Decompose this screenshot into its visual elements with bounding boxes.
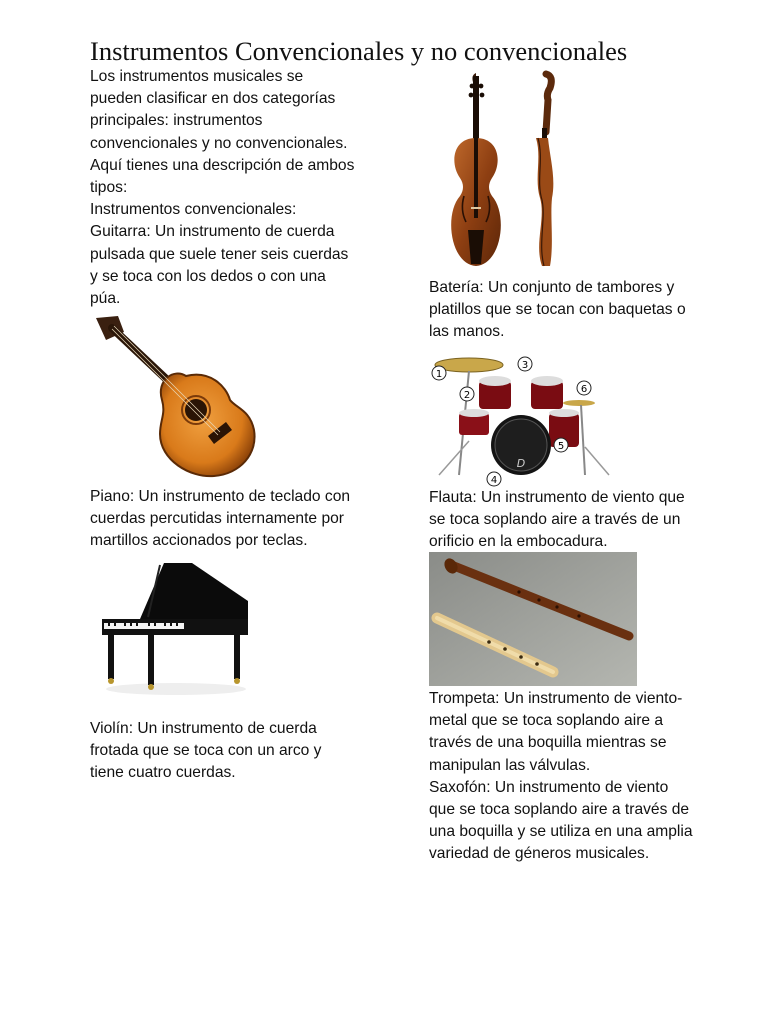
intro-paragraph: Los instrumentos musicales se pueden clasificar en dos categorías principales: instrumentos convencionales y no convencionales. Aquí tienes una descripción de ambos tipos: Instrumentos convencionales: Guitarra: Un instrumento de cuerda pulsada que suele tener seis cuerdas y se toca con los dedos o con una púa. bbox=[90, 68, 355, 308]
drum-label-1: 1 bbox=[435, 369, 443, 380]
drum-label-3: 3 bbox=[521, 360, 529, 371]
drum-kit-image bbox=[429, 351, 619, 487]
drum-label-4: 4 bbox=[490, 475, 498, 486]
drum-label-6: 6 bbox=[580, 384, 588, 395]
piano-image bbox=[96, 557, 256, 697]
svg-text:D: D bbox=[516, 457, 526, 470]
piano-paragraph: Piano: Un instrumento de teclado con cuerdas percutidas internamente por martillos accionados por teclas. bbox=[90, 488, 351, 550]
trompeta-saxofon-paragraph: Trompeta: Un instrumento de viento- metal que se toca soplando aire a través de una boquilla mientras se manipulan las válvulas. Saxofón: Un instrumento de viento que se toca soplando aire a través de una boquilla y se utiliza en una amplia variedad de géneros musicales. bbox=[429, 690, 693, 863]
page-title: Instrumentos Convencionales y no convencionales bbox=[90, 36, 628, 66]
drum-label-5: 5 bbox=[557, 441, 565, 452]
bateria-paragraph: Batería: Un conjunto de tambores y platillos que se tocan con baquetas o las manos. bbox=[429, 279, 686, 341]
flauta-paragraph: Flauta: Un instrumento de viento que se toca soplando aire a través de un orificio en la embocadura. bbox=[429, 489, 685, 551]
drum-label-2: 2 bbox=[463, 390, 471, 401]
flute-image bbox=[429, 552, 637, 686]
violin-image bbox=[438, 68, 568, 274]
violin-paragraph: Violín: Un instrumento de cuerda frotada que se toca con un arco y tiene cuatro cuerdas. bbox=[90, 720, 322, 782]
guitar-image bbox=[90, 310, 260, 482]
